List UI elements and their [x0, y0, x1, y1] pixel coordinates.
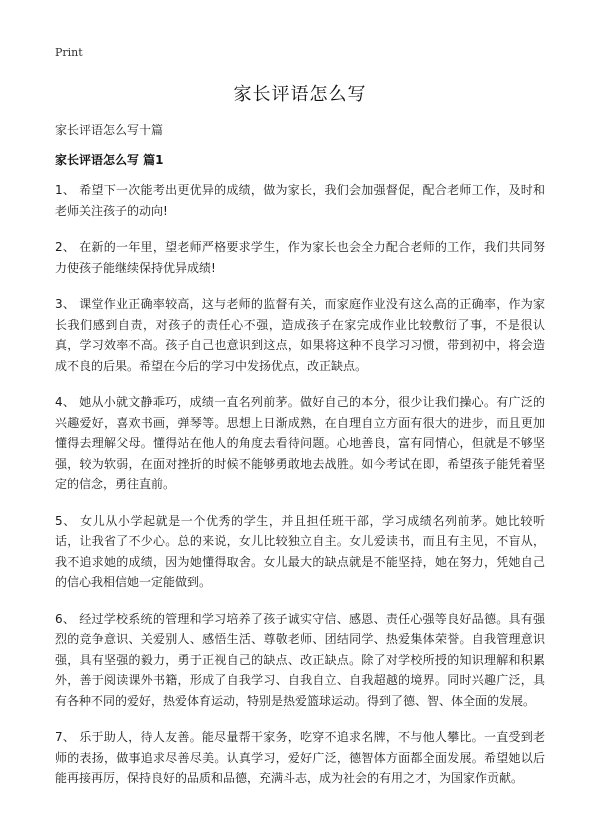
- paragraph-list: [55, 180, 545, 805]
- paragraph-7: 7、 乐于助人，待人友善。能尽量帮干家务，吃穿不追求名牌，不与他人攀比。一直受到老师的表扬，做事追求尽善尽美。认真学习，爱好广泛，德智体方面都全面发展。希望她以后能再接再厉，保持良好的品质和品德，充满斗志，成为社会的有用之才，为国家作贡献。: [55, 730, 545, 785]
- document-subtitle: 家长评语怎么写十篇: [55, 123, 164, 137]
- paragraph-1: 1、 希望下一次能考出更优异的成绩，做为家长，我们会加强督促，配合老师工作，及时和老师关注孩子的动向!: [55, 183, 545, 218]
- paragraph-5: 5、 女儿从小学起就是一个优秀的学生，并且担任班干部，学习成绩名列前茅。她比较听话，让我省了不少心。总的来说，女儿比较独立自主。女儿爱读书，而且有主见，不盲从，我不追求她的成绩，因为她懂得取舍。女儿最大的缺点就是不能坚持，她在努力，凭她自己的信心我相信她一定能做到。: [55, 513, 545, 589]
- document-title: 家长评语怎么写: [233, 84, 367, 105]
- paragraph-2: 2、 在新的一年里，望老师严格要求学生，作为家长也会全力配合老师的工作，我们共同努力使孩子能继续保持优异成绩!: [55, 240, 545, 275]
- paragraph-3: 3、 课堂作业正确率较高，这与老师的监督有关，而家庭作业没有这么高的正确率，作为家长我们感到自责，对孩子的责任心不强，造成孩子在家完成作业比较敷衍了事，不是很认真，学习效率不高。孩子自己也意识到这点，如果将这种不良学习习惯，带到初中，将会造成不良的后果。希望在今后的学习中发扬优点，改正缺点。: [55, 297, 545, 373]
- section-heading: 家长评语怎么写 篇1: [55, 153, 164, 167]
- paragraph-6: 6、 经过学校系统的管理和学习培养了孩子诚实守信、感恩、责任心强等良好品德。具有强烈的竞争意识、关爱别人、感悟生活、尊敬老师、团结同学、热爱集体荣誉。自我管理意识强，具有坚强的毅力，勇于正视自己的缺点、改正缺点。除了对学校所授的知识理解和积累外，善于阅读课外书籍，形成了自我学习、自我自立、自我超越的境界。同时兴趣广泛，具有各种不同的爱好，热爱体育运动，特别是热爱篮球运动。得到了德、智、体全面的发展。: [55, 611, 545, 708]
- paragraph-4: 4、 她从小就文静乖巧，成绩一直名列前茅。做好自己的本分，很少让我们操心。有广泛的兴趣爱好，喜欢书画，弹琴等。思想上日渐成熟，在自理自立方面有很大的进步，而且更加懂得去理解父母。懂得站在他人的角度去看待问题。心地善良，富有同情心，但就是不够坚强，较为软弱，在面对挫折的时候不能够勇敢地去战胜。如今考试在即，希望孩子能凭着坚定的信念，勇往直前。: [55, 395, 545, 491]
- print-link[interactable]: Print: [55, 46, 83, 59]
